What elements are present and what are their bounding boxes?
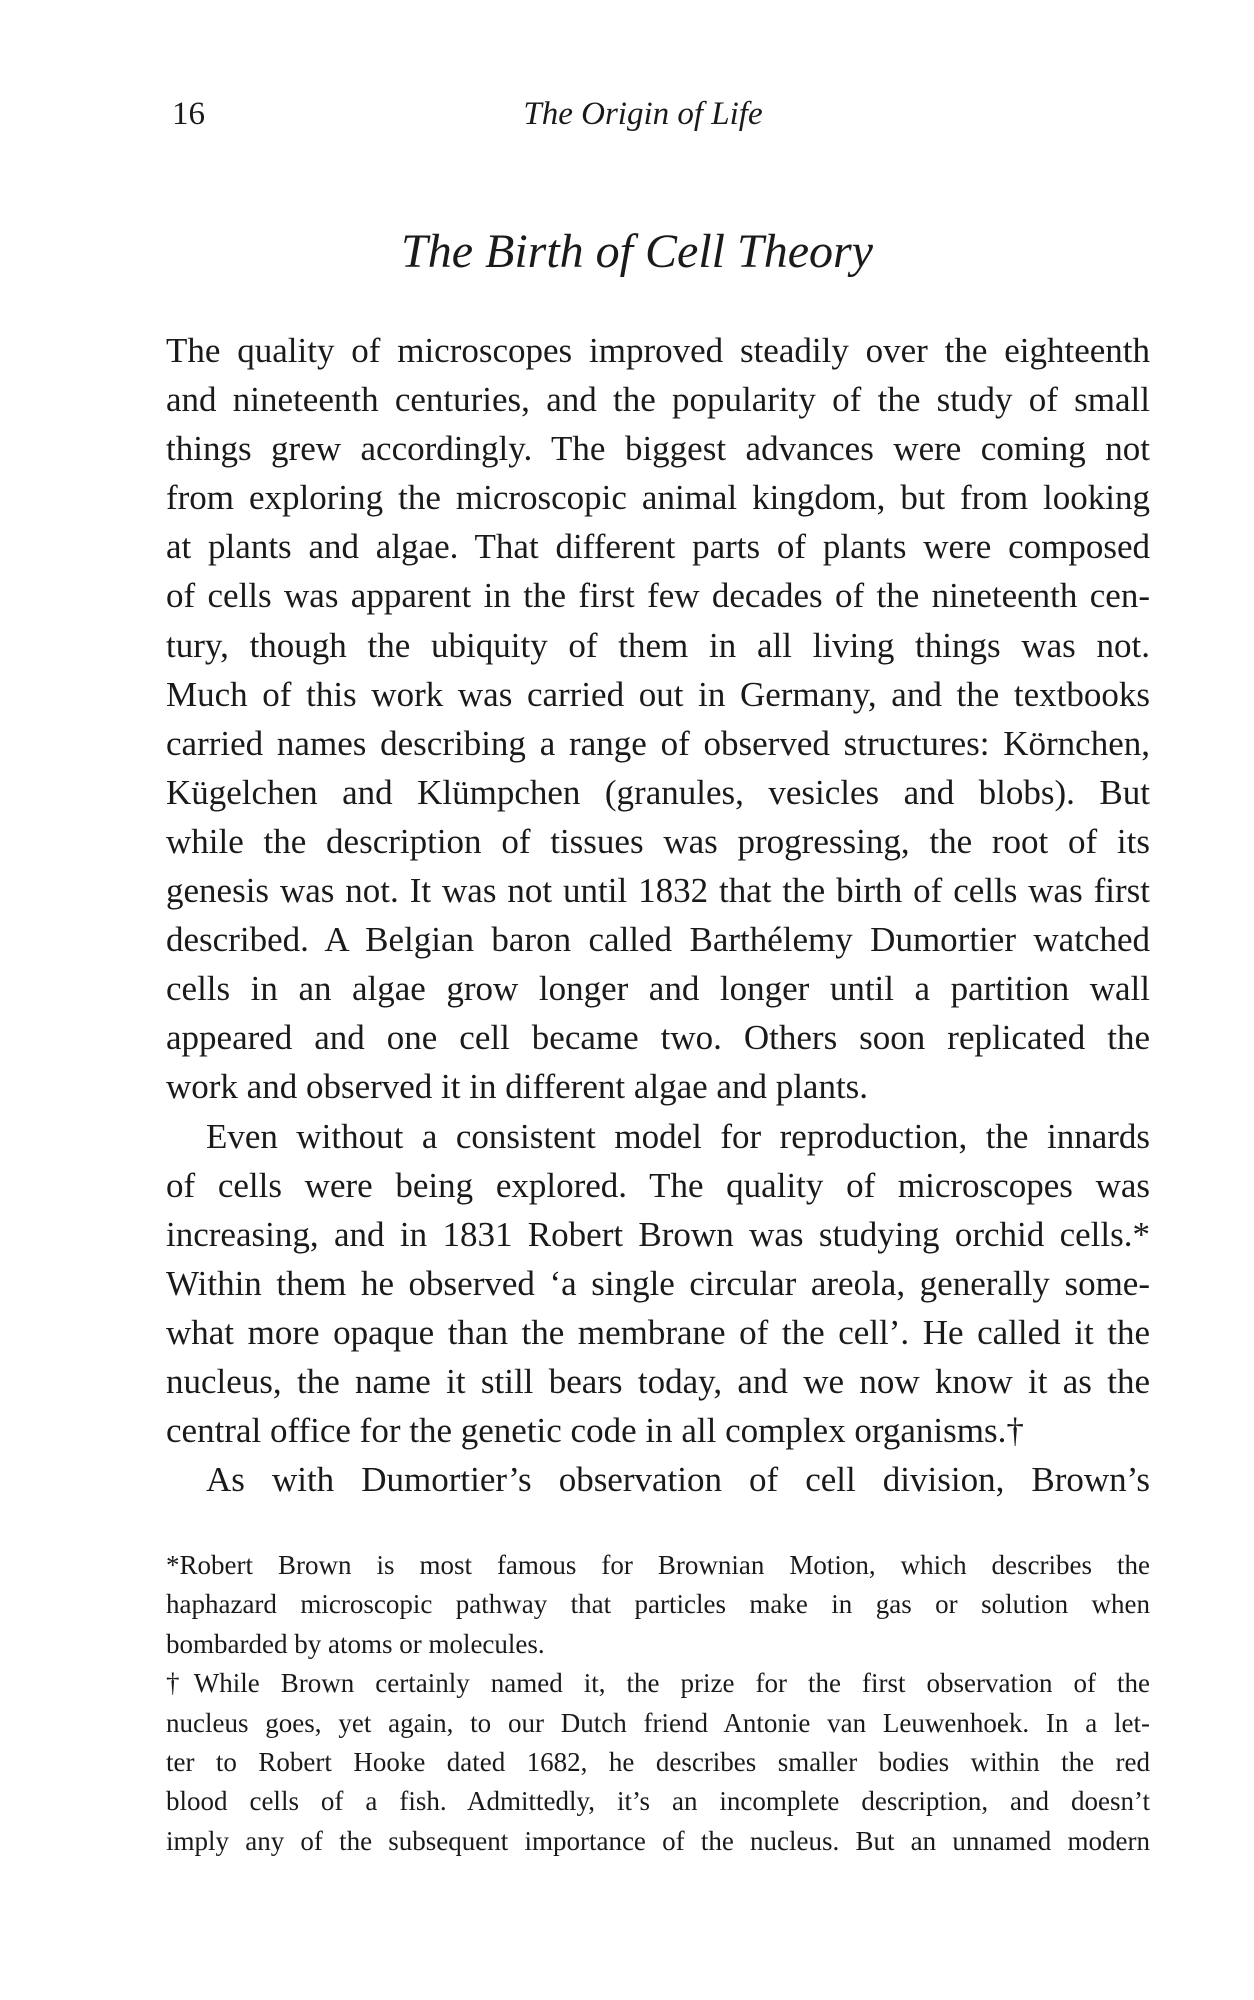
body-line: of cells were being explored. The quality of microscopes was xyxy=(166,1165,1150,1205)
body-line: work and observed it in different algae and plants. xyxy=(166,1067,869,1107)
body-line: As with Dumortier’s observation of cell division, Brown’s xyxy=(206,1460,1150,1500)
body-line: Within them he observed ‘a single circular areola, generally some- xyxy=(166,1263,1150,1303)
body-line: what more opaque than the membrane of the cell’. He called it the xyxy=(166,1312,1150,1352)
body-line: Kügelchen and Klümpchen (granules, vesicles and blobs). But xyxy=(166,772,1150,812)
body-line: carried names describing a range of observed structures: Körnchen, xyxy=(166,723,1150,763)
footnote-line: nucleus goes, yet again, to our Dutch friend Antonie van Leuwenhoek. In a let- xyxy=(166,1707,1150,1738)
body-line: from exploring the microscopic animal kingdom, but from looking xyxy=(166,478,1150,518)
footnote-line: bombarded by atoms or molecules. xyxy=(166,1628,545,1659)
body-line: central office for the genetic code in all complex organisms.† xyxy=(166,1411,1024,1451)
body-line: appeared and one cell became two. Others soon replicated the xyxy=(166,1018,1150,1058)
section-heading: The Birth of Cell Theory xyxy=(401,225,873,278)
footnote-line: ter to Robert Hooke dated 1682, he describes smaller bodies within the red xyxy=(166,1746,1150,1777)
footnote-line: haphazard microscopic pathway that particles make in gas or solution when xyxy=(166,1589,1150,1620)
body-line: Even without a consistent model for reproduction, the innards xyxy=(206,1116,1150,1156)
footnotes xyxy=(166,1546,1150,1861)
body-line: The quality of microscopes improved steadily over the eighteenth xyxy=(166,331,1150,370)
body-line: while the description of tissues was progressing, the root of its xyxy=(166,821,1150,861)
body-line: genesis was not. It was not until 1832 that the birth of cells was first xyxy=(166,871,1150,911)
body-text xyxy=(166,326,1150,1504)
footnote-line: imply any of the subsequent importance of the nucleus. But an unnamed modern xyxy=(166,1825,1150,1856)
body-line: tury, though the ubiquity of them in all living things was not. xyxy=(166,625,1150,665)
body-line: of cells was apparent in the first few decades of the nineteenth cen- xyxy=(166,576,1150,616)
body-line: nucleus, the name it still bears today, and we now know it as the xyxy=(166,1361,1150,1401)
body-line: things grew accordingly. The biggest advances were coming not xyxy=(166,429,1150,469)
body-line: described. A Belgian baron called Barthélemy Dumortier watched xyxy=(166,920,1150,960)
footnote-line: blood cells of a fish. Admittedly, it’s an incomplete description, and doesn’t xyxy=(166,1786,1150,1817)
body-line: at plants and algae. That different parts of plants were composed xyxy=(166,527,1150,567)
body-line: cells in an algae grow longer and longer until a partition wall xyxy=(166,969,1150,1009)
page-number: 16 xyxy=(172,96,205,132)
footnote-line: *Robert Brown is most famous for Brownian Motion, which describes the xyxy=(166,1550,1150,1580)
body-line: Much of this work was carried out in Germany, and the textbooks xyxy=(166,674,1150,714)
body-line: increasing, and in 1831 Robert Brown was studying orchid cells.* xyxy=(166,1214,1150,1254)
footnote-line: †While Brown certainly named it, the prize for the first observation of the xyxy=(166,1668,1150,1699)
running-head xyxy=(0,92,1254,136)
body-line: and nineteenth centuries, and the popularity of the study of small xyxy=(166,380,1150,420)
running-title: The Origin of Life xyxy=(523,96,763,132)
